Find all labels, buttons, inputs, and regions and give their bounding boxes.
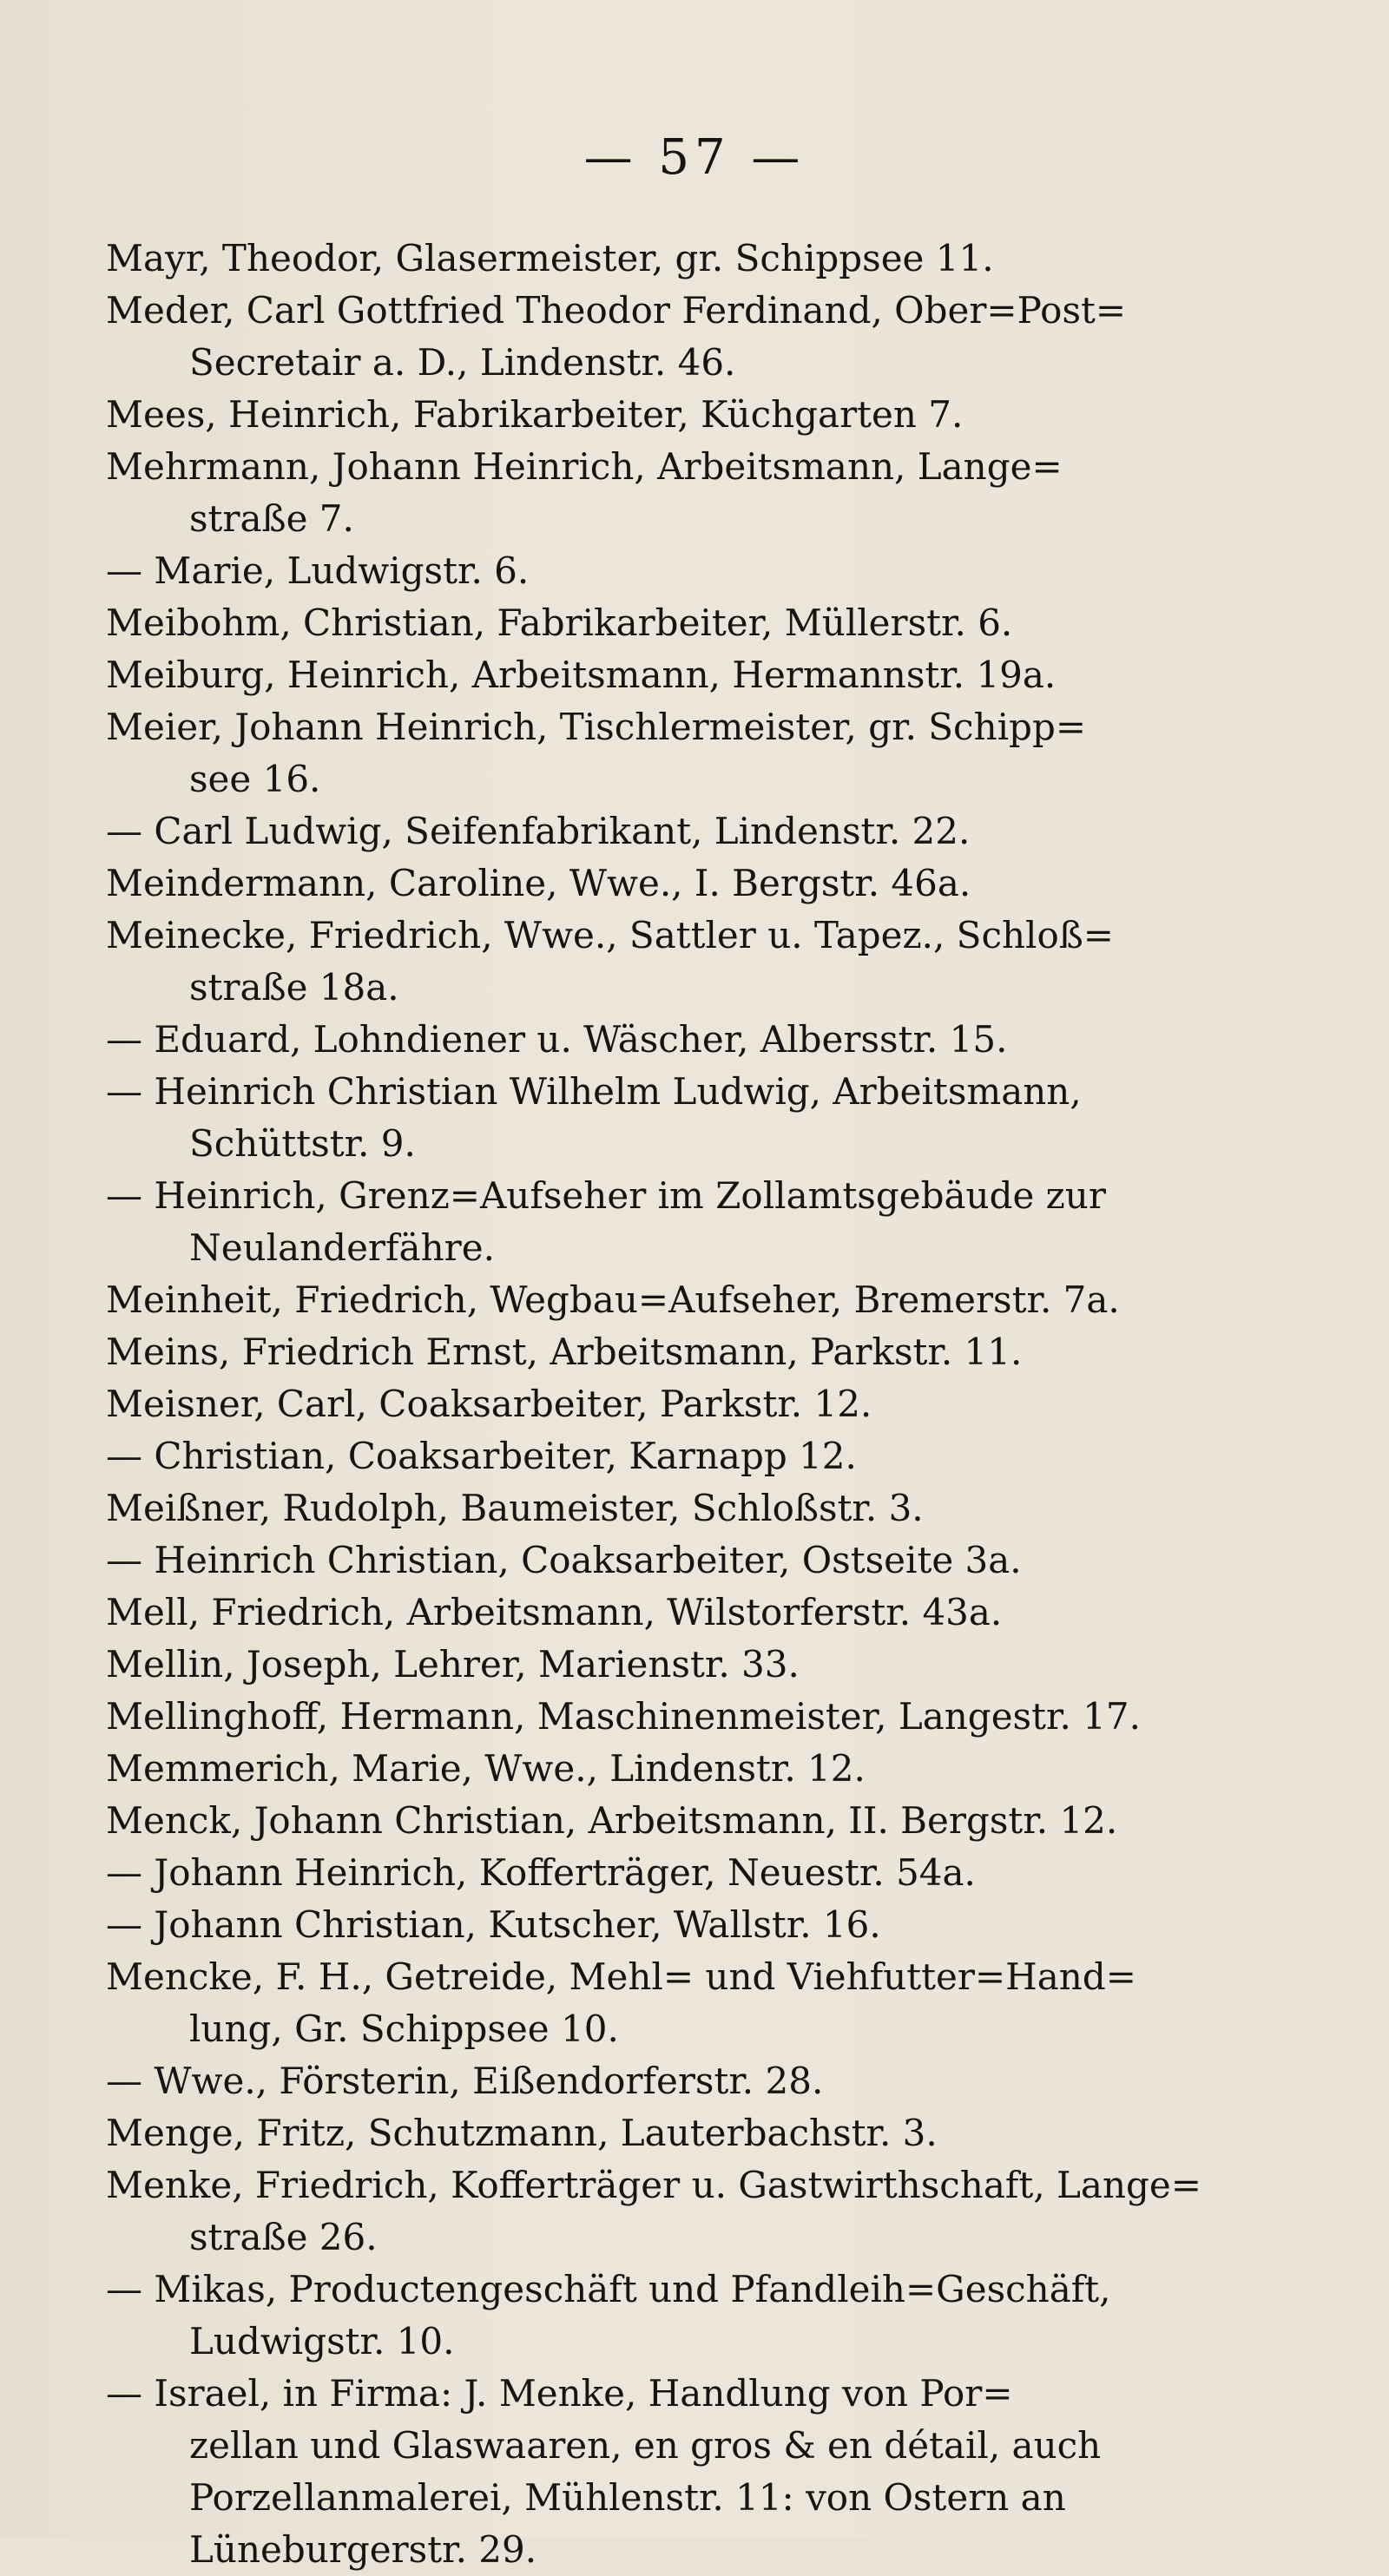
entry-line: Mellinghoff, Hermann, Maschinenmeister, Langestr. 17. [106, 1695, 1141, 1738]
directory-entry [106, 2055, 1252, 2107]
directory-entry [106, 1430, 1252, 1482]
entry-line: Meinheit, Friedrich, Wegbau=Aufseher, Bremerstr. 7a. [106, 1278, 1120, 1321]
directory-entry [106, 1639, 1252, 1691]
directory-entry [106, 545, 1252, 597]
entry-line: Meiburg, Heinrich, Arbeitsmann, Hermannstr. 19a. [106, 654, 1057, 696]
directory-entry [106, 858, 1252, 910]
directory-entry [106, 2368, 1252, 2576]
entry-line: Mees, Heinrich, Fabrikarbeiter, Küchgarten 7. [106, 393, 964, 436]
entry-continuation-line: Schüttstr. 9. [189, 1122, 416, 1165]
directory-entry [106, 1691, 1252, 1743]
directory-entry [106, 1847, 1252, 1899]
directory-entry [106, 1378, 1252, 1430]
entry-line: Menge, Fritz, Schutzmann, Lauterbachstr. 3. [106, 2112, 938, 2154]
entry-line: Meder, Carl Gottfried Theodor Ferdinand, Ober=Post= [106, 289, 1127, 332]
directory-entry [106, 1795, 1252, 1847]
entry-line: — Wwe., Försterin, Eißendorferstr. 28. [106, 2060, 824, 2102]
entry-continuation-line: Neulanderfähre. [189, 1226, 495, 1269]
directory-entry [106, 285, 1252, 389]
directory-entry [106, 233, 1252, 285]
entry-line: — Eduard, Lohndiener u. Wäscher, Albersstr. 15. [106, 1018, 1008, 1061]
entry-line: — Heinrich Christian Wilhelm Ludwig, Arbeitsmann, [106, 1070, 1082, 1113]
entry-line: Meindermann, Caroline, Wwe., I. Bergstr. 46a. [106, 862, 971, 904]
entry-continuation-line: Lüneburgerstr. 29. [189, 2528, 537, 2571]
entry-line: Meier, Johann Heinrich, Tischlermeister, gr. Schipp= [106, 706, 1087, 748]
directory-entry [106, 1951, 1252, 2055]
directory-entry [106, 1066, 1252, 1170]
entry-line: Meins, Friedrich Ernst, Arbeitsmann, Parkstr. 11. [106, 1331, 1023, 1373]
entry-line: Mell, Friedrich, Arbeitsmann, Wilstorferstr. 43a. [106, 1591, 1003, 1633]
entry-line: Meibohm, Christian, Fabrikarbeiter, Müllerstr. 6. [106, 601, 1013, 644]
directory-entry [106, 701, 1252, 805]
entry-continuation-line: straße 18a. [189, 966, 399, 1009]
entry-line: — Heinrich, Grenz=Aufseher im Zollamtsgebäude zur [106, 1174, 1106, 1217]
entry-line: — Marie, Ludwigstr. 6. [106, 549, 530, 592]
entry-continuation-line: Ludwigstr. 10. [189, 2320, 455, 2362]
entry-line: Mellin, Joseph, Lehrer, Marienstr. 33. [106, 1643, 800, 1686]
entry-line: Mayr, Theodor, Glasermeister, gr. Schippsee 11. [106, 237, 994, 279]
entry-continuation-line: lung, Gr. Schippsee 10. [189, 2008, 619, 2050]
directory-entry [106, 441, 1252, 545]
entry-line: — Johann Christian, Kutscher, Wallstr. 16. [106, 1903, 881, 1946]
directory-entry [106, 1899, 1252, 1951]
directory-entry [106, 910, 1252, 1014]
directory-entry [106, 805, 1252, 858]
directory-entry [106, 597, 1252, 649]
directory-entry [106, 2264, 1252, 2368]
entry-continuation-line: straße 26. [189, 2216, 378, 2258]
entry-line: Mehrmann, Johann Heinrich, Arbeitsmann, Lange= [106, 445, 1063, 488]
entry-line: — Israel, in Firma: J. Menke, Handlung von Por= [106, 2372, 1013, 2415]
directory-entry [106, 1482, 1252, 1534]
entry-continuation-line: straße 7. [189, 497, 354, 540]
entry-line: — Christian, Coaksarbeiter, Karnapp 12. [106, 1435, 857, 1477]
entry-line: Meisner, Carl, Coaksarbeiter, Parkstr. 12. [106, 1383, 872, 1425]
directory-entry [106, 1014, 1252, 1066]
entry-continuation-line: zellan und Glaswaaren, en gros & en détail, auch [189, 2424, 1102, 2467]
entry-line: Memmerich, Marie, Wwe., Lindenstr. 12. [106, 1747, 866, 1790]
directory-entry [106, 2159, 1252, 2264]
directory-entry [106, 1534, 1252, 1587]
entry-continuation-line: Secretair a. D., Lindenstr. 46. [189, 341, 736, 384]
entry-line: — Johann Heinrich, Kofferträger, Neuestr. 54a. [106, 1851, 976, 1894]
entry-line: Menck, Johann Christian, Arbeitsmann, II. Bergstr. 12. [106, 1799, 1118, 1842]
entry-line: — Heinrich Christian, Coaksarbeiter, Ostseite 3a. [106, 1539, 1022, 1581]
directory-entries [106, 233, 1252, 2576]
entry-line: Mencke, F. H., Getreide, Mehl= und Viehfutter=Hand= [106, 1955, 1136, 1998]
directory-entry [106, 389, 1252, 441]
entry-continuation-line: see 16. [189, 758, 321, 800]
directory-entry [106, 2107, 1252, 2159]
directory-entry [106, 649, 1252, 701]
page-number: — 57 — [583, 129, 806, 186]
directory-entry [106, 1326, 1252, 1378]
entry-line: Meißner, Rudolph, Baumeister, Schloßstr. 3. [106, 1487, 924, 1529]
entry-line: Menke, Friedrich, Kofferträger u. Gastwirthschaft, Lange= [106, 2164, 1201, 2206]
directory-entry [106, 1170, 1252, 1274]
directory-entry [106, 1587, 1252, 1639]
entry-line: — Carl Ludwig, Seifenfabrikant, Lindenstr. 22. [106, 810, 971, 852]
directory-entry [106, 1274, 1252, 1326]
entry-line: — Mikas, Productengeschäft und Pfandleih=Geschäft, [106, 2268, 1111, 2310]
entry-continuation-line: Porzellanmalerei, Mühlenstr. 11: von Ostern an [189, 2476, 1066, 2519]
directory-entry [106, 1743, 1252, 1795]
entry-line: Meinecke, Friedrich, Wwe., Sattler u. Tapez., Schloß= [106, 914, 1114, 956]
